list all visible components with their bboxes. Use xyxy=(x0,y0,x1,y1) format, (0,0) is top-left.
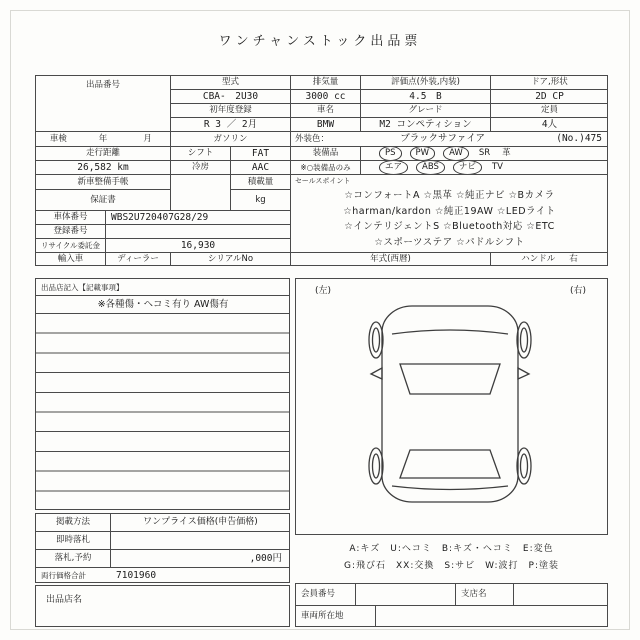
evaluation-value: 4.5 B xyxy=(360,89,490,103)
chassis-number-value: WBS2U720407G28/29 xyxy=(105,210,290,224)
sales-point-label: セールスポイント xyxy=(295,177,351,185)
aircon-value: AAC xyxy=(230,160,290,174)
equipment-air: エア xyxy=(379,160,408,174)
car-top-view-diagram xyxy=(358,300,543,512)
capacity-label: 定員 xyxy=(490,103,608,117)
capacity-value: 4人 xyxy=(490,117,608,131)
sales-point-line: ☆コンフォートA ☆黒革 ☆純正ナビ ☆Bカメラ xyxy=(344,190,555,202)
equipment-label: 装備品 xyxy=(290,146,360,160)
seller-name-box xyxy=(35,585,290,627)
handle-label: ハンドル xyxy=(521,254,556,265)
equipment-tv: TV xyxy=(491,162,503,173)
seller-notes-note: ※各種傷・ヘコミ有り AW傷有 xyxy=(35,295,290,313)
grade-value: M2 コンペティション xyxy=(360,117,490,131)
model-code-label: 型式 xyxy=(170,75,290,89)
displacement-label: 排気量 xyxy=(290,75,360,89)
model-code-value: CBA- 2U30 xyxy=(170,89,290,103)
equipment2-items xyxy=(360,160,608,174)
dealer-label: ディーラー xyxy=(105,252,170,266)
equipment-navi: ナビ xyxy=(453,160,482,174)
damage-legend-line1: A:キズ U:ヘコミ B:キズ・ヘコミ E:変色 xyxy=(349,544,554,554)
instant-bid-value xyxy=(110,531,290,549)
listing-method-label: 掲載方法 xyxy=(35,513,110,531)
auction-number-cell xyxy=(35,75,170,131)
shift-value: FAT xyxy=(230,146,290,160)
inspection-label: 車検 xyxy=(49,133,67,144)
door-shape-value: 2D CP xyxy=(490,89,608,103)
auction-number-label: 出品番号 xyxy=(85,80,120,90)
exterior-color-label: 外装色： xyxy=(295,133,330,144)
shift-label: シフト xyxy=(170,146,230,160)
equipment-ps: PS xyxy=(379,146,402,160)
door-shape-label: ドア,形状 xyxy=(490,75,608,89)
member-number-label: 会員番号 xyxy=(295,583,355,605)
handle-value: 右 xyxy=(569,254,578,265)
total-row xyxy=(35,567,290,583)
total-value: 7101960 xyxy=(116,569,157,581)
vehicle-location-label: 車両所在地 xyxy=(295,605,375,627)
seller-notes-blank-rows xyxy=(35,313,290,510)
payload-label: 積載量 xyxy=(230,174,290,189)
equipment-abs: ABS xyxy=(416,160,445,174)
aircon-label: 冷房 xyxy=(170,160,230,174)
warranty-label: 保証書 xyxy=(35,189,170,210)
diagram-right-label: (右) xyxy=(570,286,587,296)
payload-unit: kg xyxy=(230,189,290,210)
listing-method-value: ワンプライス価格(申告価格) xyxy=(110,513,290,531)
inspection-year-label: 年 xyxy=(98,133,108,144)
seller-notes-header: 出品店記入【記載事項】 xyxy=(35,278,290,295)
total-label: 両行価格合計 xyxy=(41,571,86,580)
evaluation-label: 評価点(外装,内装) xyxy=(360,75,490,89)
model-year-label: 年式(西暦) xyxy=(290,252,490,266)
page-title: ワンチャンストック出品票 xyxy=(218,34,422,49)
displacement-value: 3000 cc xyxy=(290,89,360,103)
sales-point-line: ☆スポーツステア ☆パドルシフト xyxy=(374,236,525,248)
sales-point-cell xyxy=(290,174,608,252)
mileage-value: 26,582 km xyxy=(35,160,170,174)
bid-reserve-value: ,000円 xyxy=(110,549,290,567)
registration-number-label: 登録番号 xyxy=(35,224,105,238)
branch-name-label: 支店名 xyxy=(455,583,513,605)
seller-name-label: 出品店名 xyxy=(46,595,83,605)
first-registration-value: R 3 ／ 2月 xyxy=(170,117,290,131)
equipment-leather: 革 xyxy=(502,148,511,159)
diagram-left-label: (左) xyxy=(315,286,332,296)
instant-bid-label: 即時落札 xyxy=(35,531,110,549)
bid-reserve-label: 落札,予約 xyxy=(35,549,110,567)
exterior-color-value: ブラックサファイア xyxy=(400,133,486,145)
car-name-label: 車名 xyxy=(290,103,360,117)
branch-name-value xyxy=(513,583,608,605)
chassis-number-label: 車体番号 xyxy=(35,210,105,224)
grade-label: グレード xyxy=(360,103,490,117)
recycle-fee-label: リサイクル委託金 xyxy=(35,238,105,252)
serial-number-label: シリアルNo xyxy=(170,252,290,266)
inspection-cell xyxy=(35,131,170,146)
recycle-fee-value: 16,930 xyxy=(105,238,290,252)
empty-cell xyxy=(170,174,230,210)
mileage-label: 走行距離 xyxy=(35,146,170,160)
car-name-value: BMW xyxy=(290,117,360,131)
equipment-aw: AW xyxy=(443,146,469,160)
equipment-pw: PW xyxy=(410,146,436,160)
color-number-value: (No.)475 xyxy=(556,133,602,145)
import-label: 輸入車 xyxy=(35,252,105,266)
first-registration-label: 初年度登録 xyxy=(170,103,290,117)
vehicle-location-value xyxy=(375,605,608,627)
member-number-value xyxy=(355,583,455,605)
equipment2-label: ※○装備品のみ xyxy=(290,160,360,174)
registration-number-value xyxy=(105,224,290,238)
damage-legend-line2: G:飛び石 XX:交換 S:サビ W:波打 P:塗装 xyxy=(344,561,559,571)
maintenance-book-label: 新車整備手帳 xyxy=(35,174,170,189)
handle-cell xyxy=(490,252,608,266)
fuel-value: ガソリン xyxy=(170,131,290,146)
equipment-items xyxy=(360,146,608,160)
equipment-sr: SR xyxy=(478,148,491,159)
sales-point-line: ☆harman/kardon ☆純正19AW ☆LEDライト xyxy=(343,205,556,217)
exterior-color-cell xyxy=(290,131,608,146)
inspection-month-label: 月 xyxy=(143,133,152,144)
sales-point-line: ☆インテリジェントS ☆Bluetooth対応 ☆ETC xyxy=(344,221,555,233)
